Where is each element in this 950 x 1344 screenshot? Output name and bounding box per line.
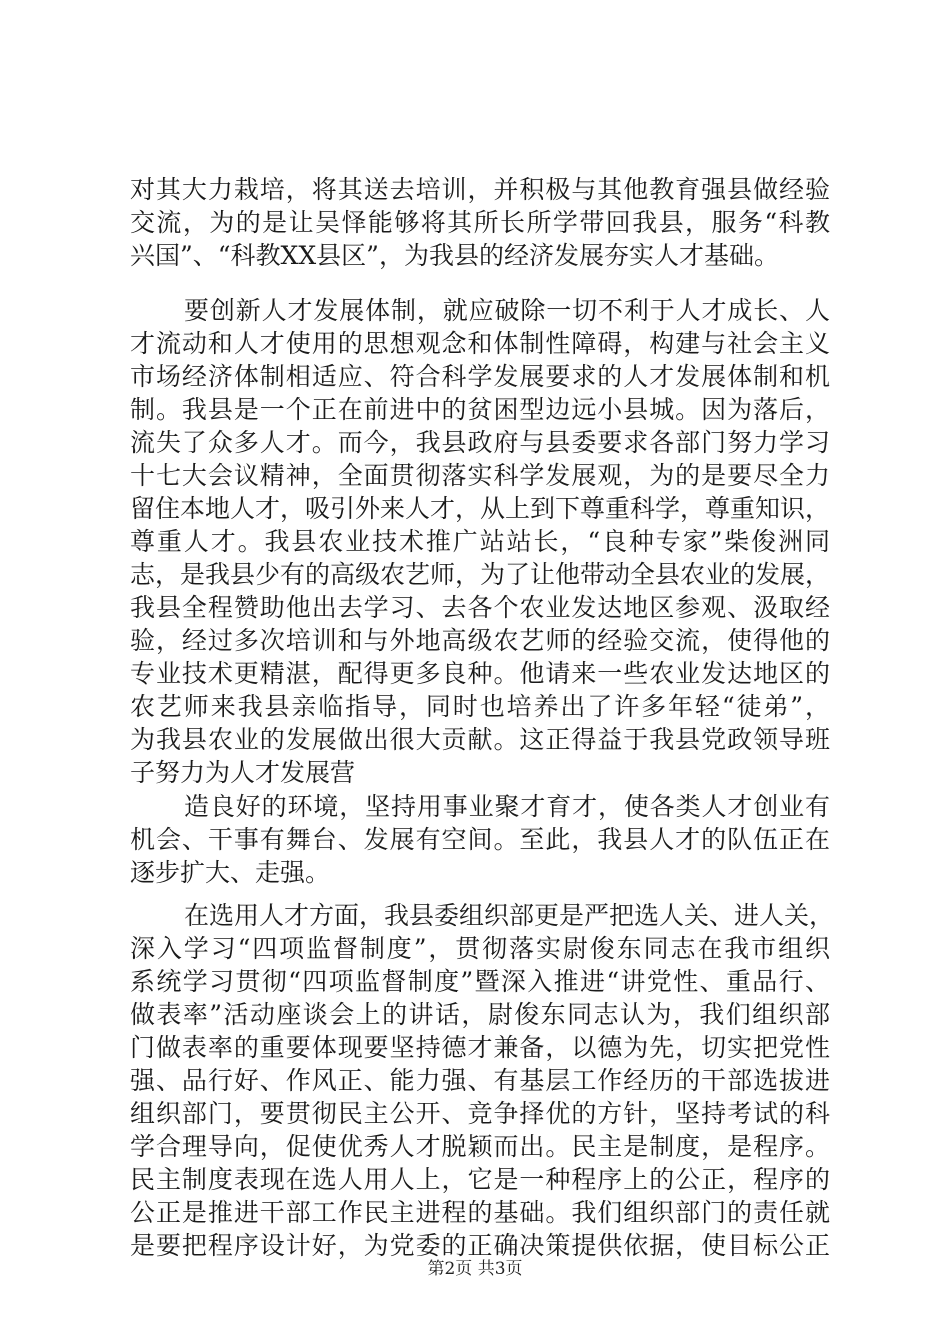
text-line: 学合理导向，促使优秀人才脱颖而出。民主是制度，是程序。 bbox=[130, 1132, 830, 1161]
text-line: 强、品行好、作风正、能力强、有基层工作经历的干部选拔进 bbox=[130, 1066, 830, 1095]
text-line: 验，经过多次培训和与外地高级农艺师的经验交流，使得他的 bbox=[130, 626, 830, 655]
text-line: 才流动和人才使用的思想观念和体制性障碍，构建与社会主义 bbox=[130, 329, 830, 358]
text-line: 志，是我县少有的高级农艺师，为了让他带动全县农业的发展， bbox=[130, 560, 831, 589]
text-line: 农艺师来我县亲临指导，同时也培养出了许多年轻“徒弟”， bbox=[130, 692, 830, 721]
text-line: 专业技术更精湛，配得更多良种。他请来一些农业发达地区的 bbox=[130, 659, 830, 688]
text-line: 为我县农业的发展做出很大贡献。这正得益于我县党政领导班 bbox=[130, 725, 830, 754]
text-line: 逐步扩大、走强。 bbox=[130, 858, 331, 887]
text-line: 机会、干事有舞台、发展有空间。至此，我县人才的队伍正在 bbox=[130, 825, 830, 854]
text-line: 十七大会议精神，全面贯彻落实科学发展观，为的是要尽全力 bbox=[130, 461, 830, 490]
text-line: 我县全程赞助他出去学习、去各个农业发达地区参观、汲取经 bbox=[130, 593, 830, 622]
page-number-footer: 第2页 共3页 bbox=[427, 1259, 523, 1279]
text-line: 留住本地人才，吸引外来人才，从上到下尊重科学，尊重知识， bbox=[130, 494, 831, 523]
text-line: 深入学习“四项监督制度”，贯彻落实尉俊东同志在我市组织 bbox=[130, 934, 830, 963]
text-line: 在选用人才方面，我县委组织部更是严把选人关、进人关， bbox=[184, 901, 835, 930]
text-line: 是要把程序设计好，为党委的正确决策提供依据，使目标公正 bbox=[130, 1231, 830, 1260]
text-line: 要创新人才发展体制，就应破除一切不利于人才成长、人 bbox=[184, 296, 830, 325]
text-line: 公正是推进干部工作民主进程的基础。我们组织部门的责任就 bbox=[130, 1198, 830, 1227]
text-line: 流失了众多人才。而今，我县政府与县委要求各部门努力学习 bbox=[130, 428, 830, 457]
text-line: 尊重人才。我县农业技术推广站站长，“良种专家”柴俊洲同 bbox=[130, 527, 830, 556]
text-line: 兴国”、“科教XX县区”，为我县的经济发展夯实人才基础。 bbox=[130, 241, 779, 270]
text-line: 造良好的环境，坚持用事业聚才育才，使各类人才创业有 bbox=[184, 792, 830, 821]
text-line: 组织部门，要贯彻民主公开、竞争择优的方针，坚持考试的科 bbox=[130, 1099, 830, 1128]
text-line: 市场经济体制相适应、符合科学发展要求的人才发展体制和机 bbox=[130, 362, 830, 391]
text-line: 门做表率的重要体现要坚持德才兼备，以德为先，切实把党性 bbox=[130, 1033, 830, 1062]
text-line: 制。我县是一个正在前进中的贫困型边远小县城。因为落后， bbox=[130, 395, 830, 424]
text-line: 子努力为人才发展营 bbox=[130, 758, 356, 787]
text-line: 民主制度表现在选人用人上，它是一种程序上的公正，程序的 bbox=[130, 1165, 830, 1194]
text-line: 做表率”活动座谈会上的讲话，尉俊东同志认为，我们组织部 bbox=[130, 1000, 830, 1029]
document-page bbox=[130, 0, 835, 1344]
text-line: 系统学习贯彻“四项监督制度”暨深入推进“讲党性、重品行、 bbox=[130, 967, 830, 996]
text-line: 交流，为的是让吴怿能够将其所长所学带回我县，服务“科教 bbox=[130, 208, 830, 237]
text-line: 对其大力栽培，将其送去培训，并积极与其他教育强县做经验 bbox=[130, 175, 830, 204]
